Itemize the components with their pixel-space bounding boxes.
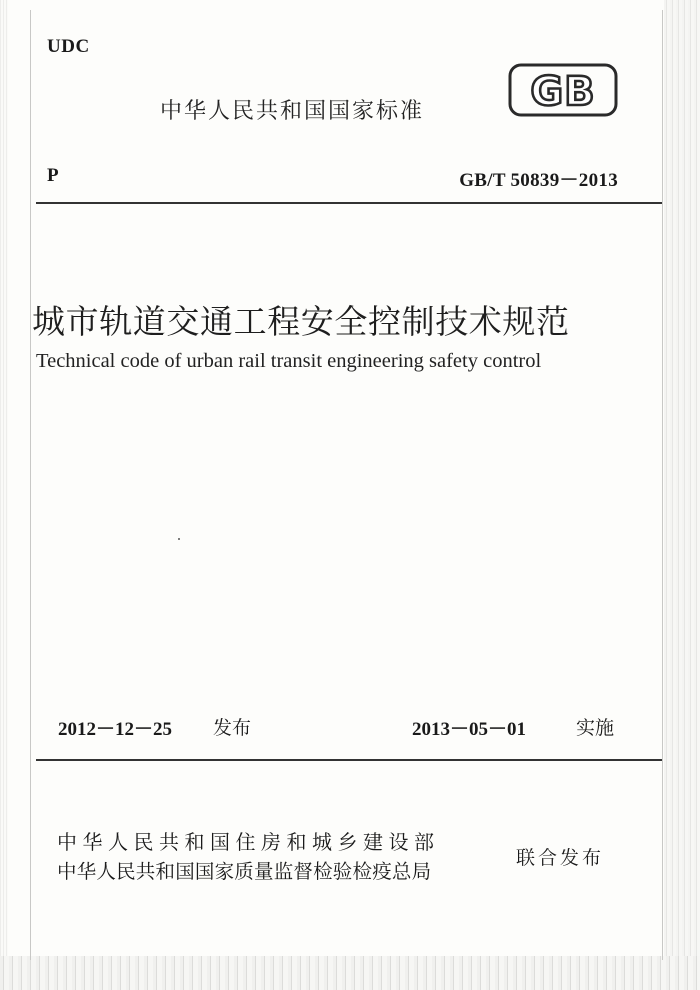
implementation-label: 实施 — [576, 717, 615, 739]
classification-code: P — [47, 165, 59, 186]
implementation-date: 2013－05－01 — [412, 719, 527, 740]
dates-divider — [36, 759, 662, 761]
header-divider — [36, 202, 662, 204]
udc-label: UDC — [47, 36, 90, 57]
frame-line-left — [30, 10, 31, 960]
gb-logo-icon — [507, 62, 619, 118]
issue-label: 发布 — [213, 717, 252, 739]
scan-edge-bottom — [0, 956, 700, 990]
gb-logo-text: GB — [530, 69, 596, 115]
scan-edge-left — [0, 0, 8, 990]
issue-date: 2012－12－25 — [58, 719, 173, 740]
standard-type: 中华人民共和国国家标准 — [160, 99, 425, 124]
scan-edge-right — [664, 0, 700, 990]
issuer-aqsiq: 中华人民共和国国家质量监督检验检疫总局 — [57, 860, 432, 883]
standard-number: GB/T 50839－2013 — [459, 170, 618, 191]
title-english: Technical code of urban rail transit engineering safety control — [36, 350, 542, 372]
title-chinese: 城市轨道交通工程安全控制技术规范 — [32, 302, 570, 341]
issuer-ministry: 中华人民共和国住房和城乡建设部 — [57, 830, 440, 854]
joint-issue-label: 联合发布 — [516, 847, 605, 869]
frame-line-right — [662, 10, 663, 960]
scan-speck — [178, 538, 180, 540]
